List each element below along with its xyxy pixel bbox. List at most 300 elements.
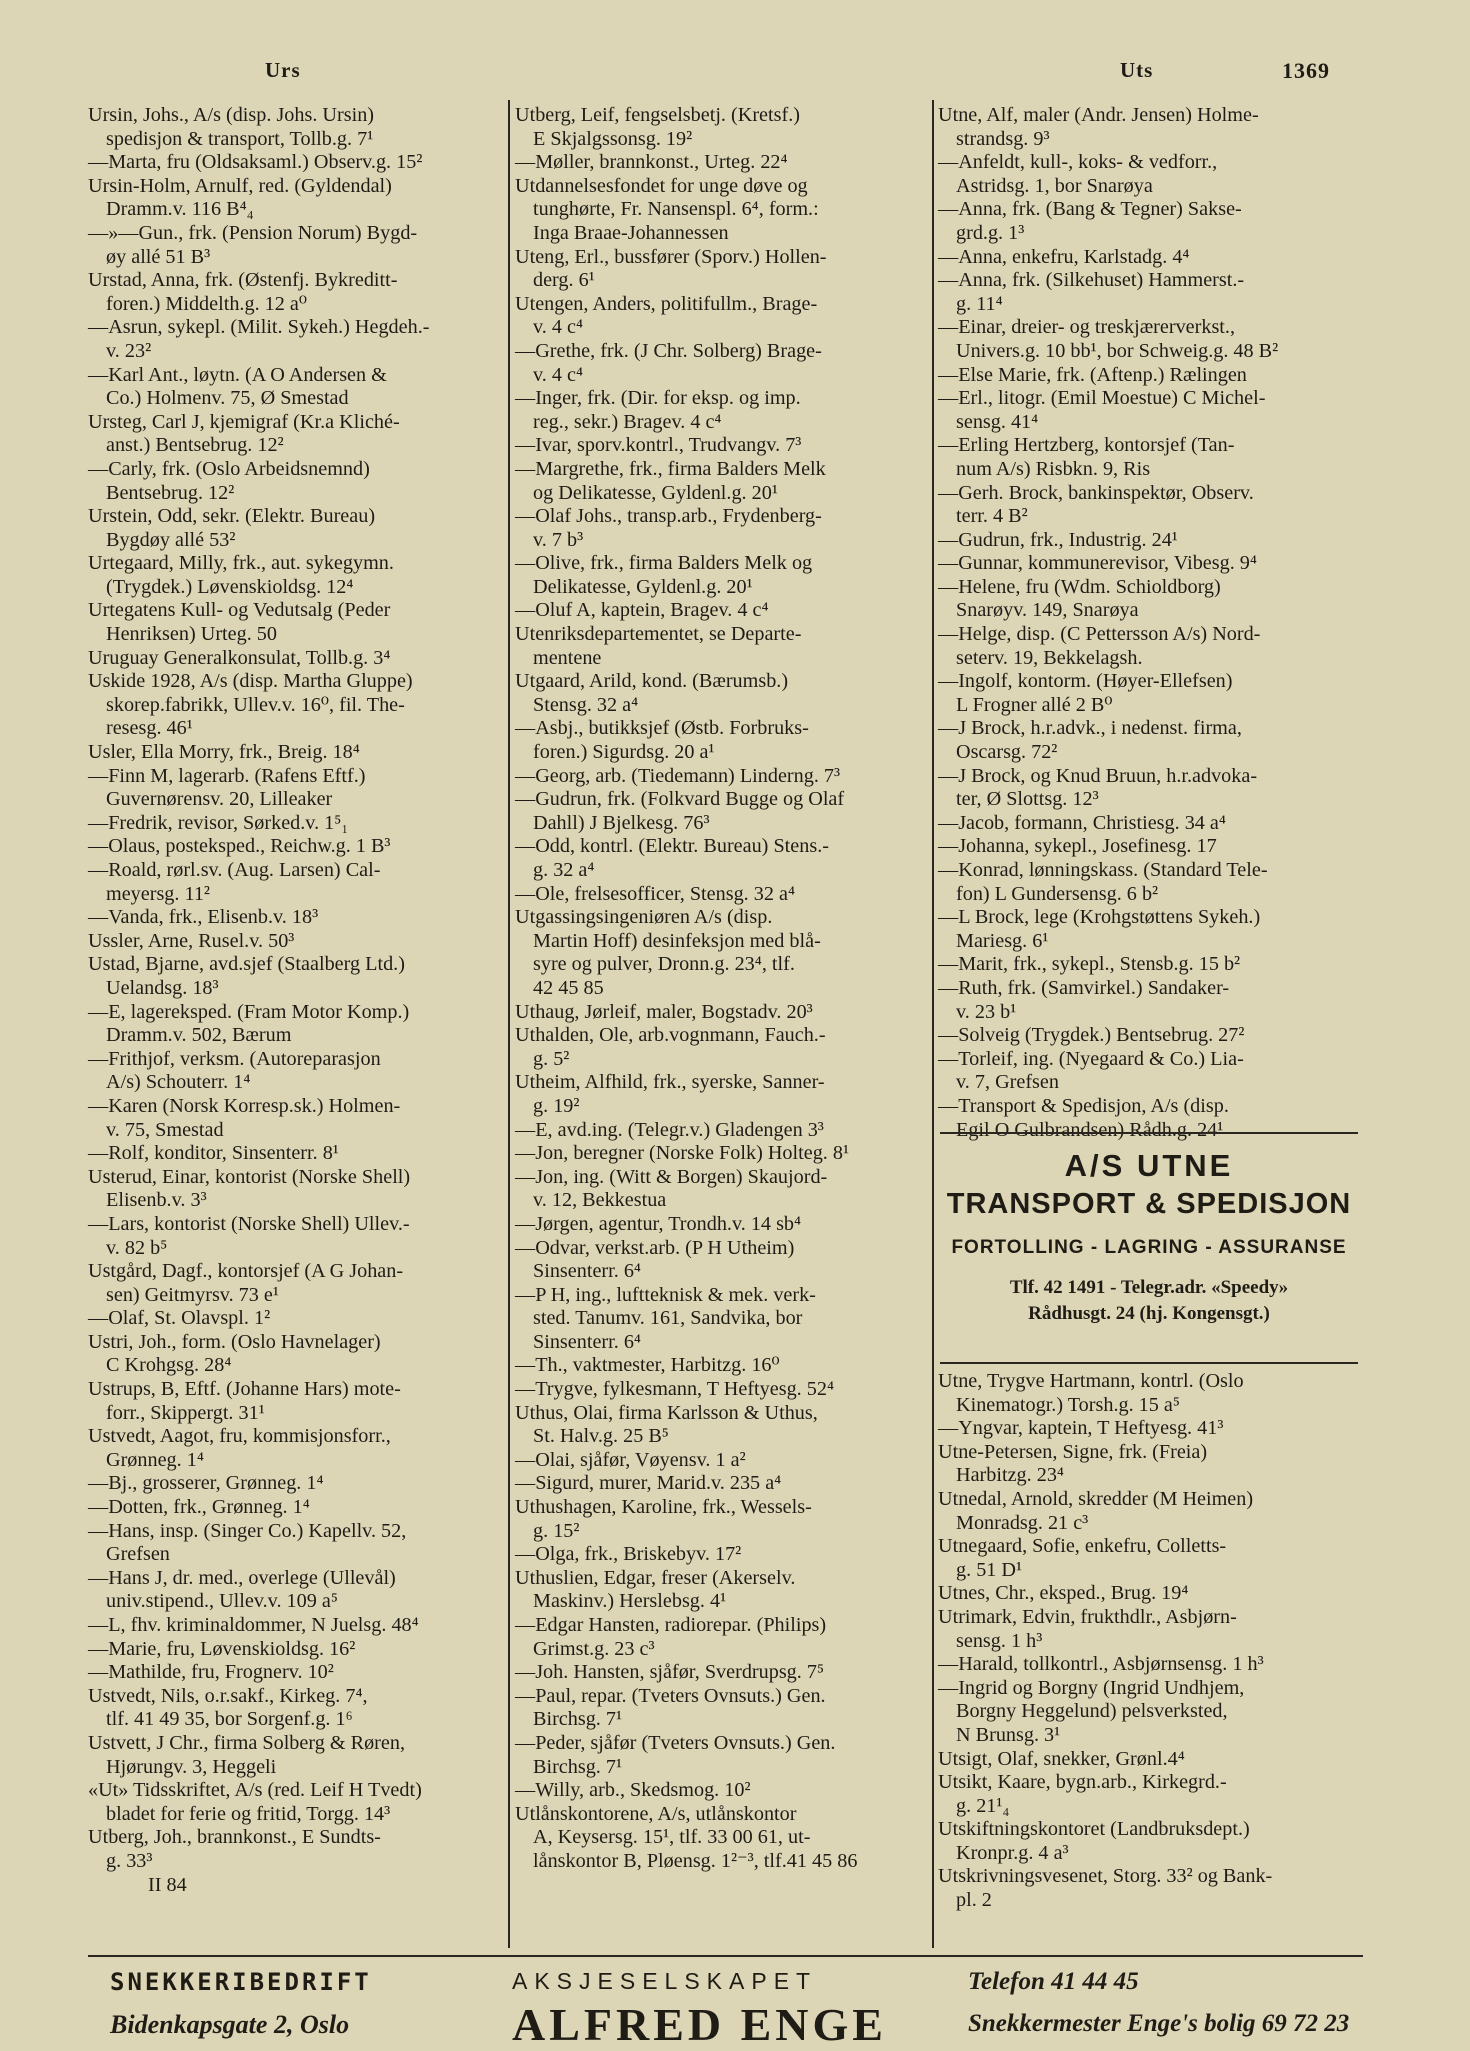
directory-entry — [515, 552, 935, 599]
directory-entry — [88, 647, 505, 671]
entry-line: —Transport & Spedisjon, A/s (disp. — [938, 1094, 1229, 1117]
directory-entry — [88, 1166, 505, 1213]
directory-entry — [88, 670, 505, 741]
directory-entry — [938, 576, 1363, 623]
entry-line: Utsikt, Kaare, bygn.arb., Kirkegrd.- — [938, 1771, 1227, 1794]
directory-entry — [938, 1488, 1363, 1535]
entry-line: —Paul, repar. (Tveters Ovnsuts.) Gen. — [515, 1684, 826, 1707]
entry-continuation: Inga Braae-Johannessen — [533, 221, 729, 244]
directory-entry — [515, 1354, 935, 1378]
directory-entry — [515, 788, 935, 835]
entry-continuation: N Brunsg. 3¹ — [956, 1723, 1061, 1746]
entry-line: —Joh. Hansten, sjåfør, Sverdrupsg. 7⁵ — [515, 1661, 825, 1684]
entry-continuation: Borgny Heggelund) pelsverksted, — [956, 1700, 1228, 1723]
entry-line: —Edgar Hansten, radiorepar. (Philips) — [515, 1614, 827, 1636]
entry-line: Ustrups, B, Eftf. (Johanne Hars) mote- — [88, 1378, 401, 1401]
directory-entry — [515, 340, 935, 387]
entry-continuation: univ.stipend., Ullev.v. 109 a⁵ — [106, 1590, 338, 1613]
entry-line: —Johanna, sykepl., Josefinesg. 17 — [938, 835, 1217, 858]
entry-continuation: v. 4 c⁴ — [533, 363, 584, 386]
entry-continuation: derg. 6¹ — [533, 269, 595, 292]
directory-entry — [515, 599, 935, 623]
directory-entry — [938, 1865, 1363, 1912]
directory-entry — [88, 1520, 505, 1567]
directory-entry — [88, 505, 505, 552]
column-footer-mark: II 84 — [148, 1873, 187, 1896]
directory-entry — [88, 1331, 505, 1378]
footer-right-phone: Telefon 41 44 45 — [968, 1968, 1139, 1995]
entry-line: Ursin-Holm, Arnulf, red. (Gyldendal) — [88, 174, 392, 197]
directory-entry — [515, 1732, 935, 1779]
entry-continuation: Kinematogr.) Torsh.g. 15 a⁵ — [956, 1393, 1180, 1416]
entry-continuation: skorep.fabrikk, Ullev.v. 16⁰, fil. The- — [106, 693, 405, 716]
entry-line: —L, fhv. kriminaldommer, N Juelsg. 48⁴ — [88, 1614, 419, 1636]
footer-mid-title: AKSJESELSKAPET — [512, 1968, 818, 1994]
entry-continuation: grd.g. 1³ — [956, 221, 1025, 244]
entry-line: Utne-Petersen, Signe, frk. (Freia) — [938, 1440, 1208, 1463]
directory-entry — [938, 1582, 1363, 1606]
entry-line: Utskiftningskontoret (Landbruksdept.) — [938, 1818, 1250, 1841]
entry-continuation: og Delikatesse, Gyldenl.g. 20¹ — [533, 481, 778, 504]
entry-continuation: sensg. 41⁴ — [956, 410, 1039, 433]
entry-continuation: v. 23² — [106, 339, 152, 362]
entry-continuation: A/s) Schouterr. 1⁴ — [106, 1071, 251, 1094]
directory-entry — [515, 1567, 935, 1614]
directory-entry — [88, 104, 505, 151]
entry-line: Uruguay Generalkonsulat, Tollb.g. 3⁴ — [88, 646, 391, 669]
directory-entry — [88, 1779, 505, 1826]
directory-entry — [515, 1213, 935, 1237]
directory-entry — [938, 151, 1363, 198]
entry-continuation: (Trygdek.) Løvenskioldsg. 12⁴ — [106, 575, 354, 598]
entry-line: —E, lagereksped. (Fram Motor Komp.) — [88, 1000, 410, 1023]
entry-line: —Willy, arb., Skedsmog. 10² — [515, 1779, 751, 1802]
directory-entry — [88, 741, 505, 765]
directory-entry — [938, 1818, 1363, 1865]
ad-address: Rådhusgt. 24 (hj. Kongensgt.) — [1028, 1303, 1270, 1324]
entry-line: Utrimark, Edvin, frukthdlr., Asbjørn- — [938, 1605, 1237, 1628]
directory-entry — [88, 835, 505, 859]
entry-line: Ustri, Joh., form. (Oslo Havnelager) — [88, 1330, 381, 1353]
entry-line: Utheim, Alfhild, frk., syerske, Sanner- — [515, 1071, 825, 1094]
directory-entry — [515, 1803, 935, 1874]
entry-continuation: E Skjalgssonsg. 19² — [533, 127, 693, 150]
directory-entry — [515, 1543, 935, 1567]
directory-entry — [88, 316, 505, 363]
directory-entry — [515, 623, 935, 670]
directory-entry — [515, 1166, 935, 1213]
directory-entry — [515, 1119, 935, 1143]
entry-continuation: Grønneg. 1⁴ — [106, 1448, 204, 1471]
directory-entry — [88, 269, 505, 316]
entry-line: Uthushagen, Karoline, frk., Wessels- — [515, 1496, 812, 1519]
directory-entry — [515, 1779, 935, 1803]
directory-entry — [88, 222, 505, 269]
directory-entry — [515, 293, 935, 340]
entry-continuation: Henriksen) Urteg. 50 — [106, 623, 277, 646]
column-3 — [938, 104, 1363, 1142]
entry-line: —E, avd.ing. (Telegr.v.) Gladengen 3³ — [515, 1118, 824, 1141]
entry-continuation: resesg. 46¹ — [106, 717, 193, 740]
entry-continuation: v. 4 c⁴ — [533, 316, 584, 339]
entry-line: —Frithjof, verksm. (Autoreparasjon — [88, 1047, 381, 1070]
entry-continuation: Delikatesse, Gyldenl.g. 20¹ — [533, 575, 753, 598]
directory-entry — [515, 1237, 935, 1284]
entry-continuation: foren.) Middelth.g. 12 a⁰ — [106, 292, 307, 315]
directory-entry — [938, 552, 1363, 576]
entry-continuation: foren.) Sigurdsg. 20 a¹ — [533, 741, 715, 764]
directory-entry — [88, 1001, 505, 1048]
entry-line: —Else Marie, frk. (Aftenp.) Rælingen — [938, 363, 1247, 386]
entry-continuation: Monradsg. 21 c³ — [956, 1511, 1089, 1534]
entry-continuation: Oscarsg. 72² — [956, 741, 1058, 764]
directory-entry — [515, 151, 935, 175]
entry-continuation: tunghørte, Fr. Nansenspl. 6⁴, form.: — [533, 198, 819, 221]
header-mid: Uts — [1120, 58, 1154, 82]
entry-continuation: sted. Tanumv. 161, Sandvika, bor — [533, 1307, 803, 1330]
directory-entry — [938, 859, 1363, 906]
entry-continuation: v. 7, Grefsen — [956, 1071, 1059, 1094]
entry-line: —Ingrid og Borgny (Ingrid Undhjem, — [938, 1676, 1245, 1699]
entry-line: Utsigt, Olaf, snekker, Grønl.4⁴ — [938, 1747, 1185, 1770]
entry-line: —Anna, frk. (Bang & Tegner) Sakse- — [938, 198, 1242, 221]
directory-entry — [515, 717, 935, 764]
entry-line: —Dotten, frk., Grønneg. 1⁴ — [88, 1496, 310, 1519]
directory-entry — [938, 1048, 1363, 1095]
entry-continuation: v. 82 b⁵ — [106, 1236, 168, 1259]
entry-line: —L Brock, lege (Krohgstøttens Sykeh.) — [938, 906, 1261, 929]
entry-continuation: Grefsen — [106, 1543, 170, 1566]
directory-entry — [88, 1472, 505, 1496]
entry-line: —Olaf, St. Olavspl. 1² — [88, 1307, 271, 1330]
entry-continuation: ter, Ø Slottsg. 12³ — [956, 788, 1099, 811]
entry-line: —Ruth, frk. (Samvirkel.) Sandaker- — [938, 976, 1230, 999]
column-divider — [508, 100, 510, 1948]
entry-line: «Ut» Tidsskriftet, A/s (red. Leif H Tvedt) — [88, 1779, 422, 1802]
entry-continuation: mentene — [533, 646, 602, 669]
entry-continuation: Kronpr.g. 4 a³ — [956, 1841, 1069, 1864]
directory-entry — [515, 906, 935, 1000]
entry-line: —Helge, disp. (C Pettersson A/s) Nord- — [938, 623, 1261, 646]
entry-continuation: Grimst.g. 23 c³ — [533, 1637, 655, 1660]
entry-line: —Roald, rørl.sv. (Aug. Larsen) Cal- — [88, 859, 381, 881]
ad-business: TRANSPORT & SPEDISJON — [946, 1188, 1352, 1220]
column-2 — [515, 104, 935, 1874]
entry-line: —Marie, fru, Løvenskioldsg. 16² — [88, 1637, 356, 1660]
footer-mid-company: ALFRED ENGE — [512, 1999, 887, 2050]
entry-line: Ustgård, Dagf., kontorsjef (A G Johan- — [88, 1260, 404, 1283]
directory-entry — [938, 104, 1363, 151]
entry-line: —Hans J, dr. med., overlege (Ullevål) — [88, 1566, 396, 1589]
entry-line: —Oluf A, kaptein, Bragev. 4 c⁴ — [515, 599, 769, 622]
entry-line: —Harald, tollkontrl., Asbjørnsensg. 1 h³ — [938, 1653, 1264, 1676]
entry-line: Utgassingsingeniøren A/s (disp. — [515, 906, 773, 929]
directory-entry — [515, 1614, 935, 1661]
entry-line: —Asbj., butikksjef (Østb. Forbruks- — [515, 717, 809, 740]
entry-line: Utnedal, Arnold, skredder (M Heimen) — [938, 1487, 1254, 1510]
entry-line: Urtegaard, Milly, frk., aut. sykegymn. — [88, 552, 394, 575]
advertisement-utne — [940, 1132, 1358, 1364]
entry-line: —Erling Hertzberg, kontorsjef (Tan- — [938, 434, 1235, 457]
directory-entry — [515, 765, 935, 789]
entry-continuation: Sinsenterr. 6⁴ — [533, 1260, 641, 1283]
entry-line: —Torleif, ing. (Nyegaard & Co.) Lia- — [938, 1047, 1244, 1070]
entry-continuation: Stensg. 32 a⁴ — [533, 693, 639, 716]
directory-entry — [515, 1071, 935, 1118]
entry-continuation: Hjørungv. 3, Heggeli — [106, 1755, 277, 1778]
entry-continuation: meyersg. 11² — [106, 882, 210, 905]
entry-continuation: Elisenb.v. 3³ — [106, 1189, 207, 1212]
directory-entry — [938, 670, 1363, 717]
entry-continuation: seterv. 19, Bekkelagsh. — [956, 646, 1143, 669]
entry-line: Utengen, Anders, politifullm., Brage- — [515, 292, 818, 315]
entry-continuation: sensg. 1 h³ — [956, 1629, 1043, 1652]
directory-entry — [88, 1638, 505, 1662]
ad-services: FORTOLLING - LAGRING - ASSURANSE — [951, 1237, 1347, 1258]
entry-line: —Vanda, frk., Elisenb.v. 18³ — [88, 906, 319, 929]
entry-continuation: Dramm.v. 116 B⁴₄ — [106, 198, 254, 221]
directory-entry — [88, 953, 505, 1000]
entry-continuation: g. 15² — [533, 1519, 580, 1542]
directory-entry — [938, 1441, 1363, 1488]
directory-entry — [515, 1284, 935, 1355]
directory-entry — [88, 859, 505, 906]
directory-entry — [938, 1653, 1363, 1677]
directory-entry — [515, 104, 935, 151]
directory-entry — [515, 505, 935, 552]
entry-line: —Rolf, konditor, Sinsenterr. 8¹ — [88, 1142, 339, 1165]
directory-entry — [88, 1307, 505, 1331]
entry-line: —Marta, fru (Oldsaksaml.) Observ.g. 15² — [88, 151, 423, 174]
entry-line: Uthaug, Jørleif, maler, Bogstadv. 20³ — [515, 1000, 813, 1023]
entry-continuation: Bygdøy allé 53² — [106, 528, 236, 551]
entry-continuation: g. 19² — [533, 1094, 580, 1117]
entry-continuation: sen) Geitmyrsv. 73 e¹ — [106, 1283, 279, 1306]
entry-line: —Trygve, fylkesmann, T Heftyesg. 52⁴ — [515, 1378, 834, 1401]
entry-continuation: C Krohgsg. 28⁴ — [106, 1354, 232, 1377]
entry-line: —Jørgen, agentur, Trondh.v. 14 sb⁴ — [515, 1212, 802, 1235]
entry-line: —Ivar, sporv.kontrl., Trudvangv. 7³ — [515, 434, 802, 457]
entry-continuation: Dramm.v. 502, Bærum — [106, 1024, 292, 1047]
entry-line: —Inger, frk. (Dir. for eksp. og imp. — [515, 387, 801, 410]
entry-line: Ustad, Bjarne, avd.sjef (Staalberg Ltd.) — [88, 953, 405, 976]
directory-entry — [515, 1142, 935, 1166]
directory-entry — [515, 1402, 935, 1449]
entry-line: —Marit, frk., sykepl., Stensb.g. 15 b² — [938, 953, 1241, 976]
entry-line: Ustvedt, Nils, o.r.sakf., Kirkeg. 7⁴, — [88, 1684, 368, 1707]
entry-line: —Hans, insp. (Singer Co.) Kapellv. 52, — [88, 1519, 407, 1542]
entry-line: Uthus, Olai, firma Karlsson & Uthus, — [515, 1401, 818, 1424]
directory-entry — [515, 1001, 935, 1025]
directory-entry — [515, 175, 935, 246]
entry-line: —Finn M, lagerarb. (Rafens Eftf.) — [88, 764, 366, 787]
directory-entry — [88, 812, 505, 836]
entry-continuation: v. 12, Bekkestua — [533, 1189, 667, 1212]
directory-entry — [938, 529, 1363, 553]
entry-continuation: Mariesg. 6¹ — [956, 929, 1049, 952]
entry-line: —Fredrik, revisor, Sørked.v. 1⁵₁ — [88, 811, 349, 834]
entry-continuation: g. 51 D¹ — [956, 1558, 1023, 1581]
directory-entry — [88, 1425, 505, 1472]
entry-line: —Helene, fru (Wdm. Schioldborg) — [938, 575, 1221, 598]
entry-line: —Th., vaktmester, Harbitzg. 16⁰ — [515, 1354, 780, 1377]
entry-line: Utnegaard, Sofie, enkefru, Colletts- — [938, 1535, 1227, 1558]
entry-line: Utdannelsesfondet for unge døve og — [515, 174, 808, 197]
directory-entry — [88, 1095, 505, 1142]
entry-line: Ustvedt, Aagot, fru, kommisjonsforr., — [88, 1425, 391, 1448]
entry-line: —Ole, frelsesofficer, Stensg. 32 a⁴ — [515, 882, 795, 905]
directory-entry — [938, 1535, 1363, 1582]
directory-entry — [938, 1771, 1363, 1818]
entry-line: Utberg, Leif, fengselsbetj. (Kretsf.) — [515, 104, 800, 126]
entry-line: —Jon, beregner (Norske Folk) Holteg. 8¹ — [515, 1142, 850, 1165]
entry-line: —Olaus, posteksped., Reichw.g. 1 B³ — [88, 835, 391, 858]
entry-line: —Anna, frk. (Silkehuset) Hammerst.- — [938, 269, 1245, 292]
entry-line: —Erl., litogr. (Emil Moestue) C Michel- — [938, 387, 1266, 410]
directory-entry — [938, 1677, 1363, 1748]
directory-entry — [88, 599, 505, 646]
entry-line: —Gerh. Brock, bankinspektør, Observ. — [938, 481, 1254, 504]
entry-line: —Anna, enkefru, Karlstadg. 4⁴ — [938, 245, 1190, 268]
entry-continuation: syre og pulver, Dronn.g. 23⁴, tlf. — [533, 953, 795, 976]
column-1 — [88, 104, 505, 1897]
directory-entry — [938, 1417, 1363, 1441]
entry-line: —P H, ing., luftteknisk & mek. verk- — [515, 1283, 816, 1306]
directory-entry — [938, 1024, 1363, 1048]
entry-line: Usterud, Einar, kontorist (Norske Shell) — [88, 1165, 411, 1188]
directory-entry — [515, 434, 935, 458]
entry-line: Utberg, Joh., brannkonst., E Sundts- — [88, 1826, 381, 1849]
entry-continuation: Maskinv.) Herslebsg. 4¹ — [533, 1590, 727, 1613]
entry-continuation: g. 5² — [533, 1047, 570, 1070]
entry-line: —Olaf Johs., transp.arb., Frydenberg- — [515, 505, 822, 528]
entry-continuation: Astridsg. 1, bor Snarøya — [956, 174, 1153, 197]
entry-line: —Jon, ing. (Witt & Borgen) Skaujord- — [515, 1165, 828, 1188]
entry-continuation: Bentsebrug. 12² — [106, 481, 235, 504]
entry-line: —Ingolf, kontorm. (Høyer-Ellefsen) — [938, 670, 1233, 693]
entry-line: Ustvett, J Chr., firma Solberg & Røren, — [88, 1731, 405, 1754]
entry-line: —Gudrun, frk., Industrig. 24¹ — [938, 528, 1178, 551]
entry-line: —Mathilde, fru, Frognerv. 10² — [88, 1661, 334, 1684]
entry-line: —Peder, sjåfør (Tveters Ovnsuts.) Gen. — [515, 1731, 836, 1754]
entry-line: —Møller, brannkonst., Urteg. 22⁴ — [515, 151, 788, 174]
entry-continuation: Co.) Holmenv. 75, Ø Smestad — [106, 387, 349, 410]
entry-line: Uteng, Erl., bussfører (Sporv.) Hollen- — [515, 245, 827, 268]
directory-entry — [88, 1685, 505, 1732]
directory-entry — [88, 906, 505, 930]
directory-entry — [88, 1260, 505, 1307]
entry-continuation: v. 7 b³ — [533, 528, 584, 551]
entry-line: —Carly, frk. (Oslo Arbeidsnemnd) — [88, 457, 370, 480]
directory-entry — [938, 623, 1363, 670]
entry-line: Ussler, Arne, Rusel.v. 50³ — [88, 929, 295, 952]
entry-continuation: Martin Hoff) desinfeksjon med blå- — [533, 929, 821, 952]
directory-entry — [938, 364, 1363, 388]
directory-entry — [515, 1378, 935, 1402]
directory-entry — [938, 1748, 1363, 1772]
entry-continuation: fon) L Gundersensg. 6 b² — [956, 882, 1159, 905]
directory-entry — [88, 458, 505, 505]
directory-entry — [515, 835, 935, 882]
entry-line: Utnes, Chr., eksped., Brug. 19⁴ — [938, 1582, 1189, 1605]
entry-continuation: 42 45 85 — [533, 976, 604, 999]
entry-continuation: Univers.g. 10 bb¹, bor Schweig.g. 48 B² — [956, 339, 1279, 362]
directory-entry — [88, 1142, 505, 1166]
entry-line: —Odd, kontrl. (Elektr. Bureau) Stens.- — [515, 835, 829, 858]
directory-entry — [938, 953, 1363, 977]
directory-entry — [88, 1826, 505, 1873]
directory-entry — [938, 765, 1363, 812]
entry-line: Utgaard, Arild, kond. (Bærumsb.) — [515, 670, 789, 693]
ad-phone: Tlf. 42 1491 - Telegr.adr. «Speedy» — [1009, 1277, 1289, 1298]
entry-continuation: Sinsenterr. 6⁴ — [533, 1330, 641, 1353]
directory-entry — [88, 552, 505, 599]
directory-entry — [938, 717, 1363, 764]
entry-line: —Einar, dreier- og treskjærerverkst., — [938, 316, 1236, 339]
entry-continuation: num A/s) Risbkn. 9, Ris — [956, 457, 1151, 480]
directory-entry — [938, 198, 1363, 245]
entry-line: —Konrad, lønningskass. (Standard Tele- — [938, 859, 1268, 881]
directory-entry — [515, 883, 935, 907]
entry-continuation: bladet for ferie og fritid, Torgg. 14³ — [106, 1802, 391, 1825]
directory-entry — [515, 1496, 935, 1543]
page-number: 1369 — [1282, 58, 1330, 83]
directory-entry — [88, 765, 505, 812]
directory-entry — [938, 316, 1363, 363]
entry-continuation: g. 33³ — [106, 1849, 153, 1872]
entry-line: Urstad, Anna, frk. (Østenfj. Bykreditt- — [88, 269, 398, 292]
entry-continuation: strandsg. 9³ — [956, 127, 1050, 150]
entry-continuation: anst.) Bentsebrug. 12² — [106, 434, 284, 457]
directory-entry — [515, 1449, 935, 1473]
entry-line: Utne, Alf, maler (Andr. Jensen) Holme- — [938, 104, 1259, 126]
directory-entry — [88, 364, 505, 411]
entry-continuation: L Frogner allé 2 B⁰ — [956, 693, 1113, 716]
directory-entry — [515, 1685, 935, 1732]
entry-continuation: v. 75, Smestad — [106, 1118, 224, 1141]
entry-line: Utlånskontorene, A/s, utlånskontor — [515, 1802, 797, 1825]
entry-line: —Solveig (Trygdek.) Bentsebrug. 27² — [938, 1024, 1245, 1047]
entry-continuation: Birchsg. 7¹ — [533, 1708, 623, 1731]
directory-entry — [88, 411, 505, 458]
directory-entry — [938, 812, 1363, 836]
entry-continuation: g. 11⁴ — [956, 292, 1003, 315]
footer-left-title: SNEKKERIBEDRIFT — [110, 1968, 372, 1996]
footer-right-home: Snekkermester Enge's bolig 69 72 23 — [968, 2010, 1350, 2037]
entry-line: —Olga, frk., Briskebyv. 17² — [515, 1543, 742, 1566]
entry-continuation: v. 23 b¹ — [956, 1000, 1017, 1023]
entry-continuation: Guvernørensv. 20, Lilleaker — [106, 788, 333, 811]
entry-line: Uskide 1928, A/s (disp. Martha Gluppe) — [88, 670, 413, 693]
entry-continuation: spedisjon & transport, Tollb.g. 7¹ — [106, 127, 374, 150]
entry-line: —Karen (Norsk Korresp.sk.) Holmen- — [88, 1094, 401, 1117]
entry-continuation: Birchsg. 7¹ — [533, 1755, 623, 1778]
directory-entry — [88, 1614, 505, 1638]
directory-entry — [88, 1661, 505, 1685]
entry-continuation: Dahll) J Bjelkesg. 76³ — [533, 811, 710, 834]
entry-line: —Georg, arb. (Tiedemann) Linderng. 7³ — [515, 764, 841, 787]
entry-continuation: St. Halv.g. 25 B⁵ — [533, 1425, 669, 1448]
entry-line: —Grethe, frk. (J Chr. Solberg) Brage- — [515, 339, 822, 362]
directory-entry — [88, 1732, 505, 1779]
entry-continuation: Egil O Gulbrandsen) Rådh.g. 24¹ — [956, 1118, 1224, 1141]
entry-line: Urtegatens Kull- og Vedutsalg (Peder — [88, 599, 391, 622]
entry-line: Ursteg, Carl J, kjemigraf (Kr.a Kliché- — [88, 410, 400, 433]
entry-line: —Margrethe, frk., firma Balders Melk — [515, 457, 826, 480]
entry-continuation: tlf. 41 49 35, bor Sorgenf.g. 1⁶ — [106, 1708, 353, 1731]
entry-line: —Olive, frk., firma Balders Melk og — [515, 552, 813, 575]
directory-entry — [88, 1496, 505, 1520]
